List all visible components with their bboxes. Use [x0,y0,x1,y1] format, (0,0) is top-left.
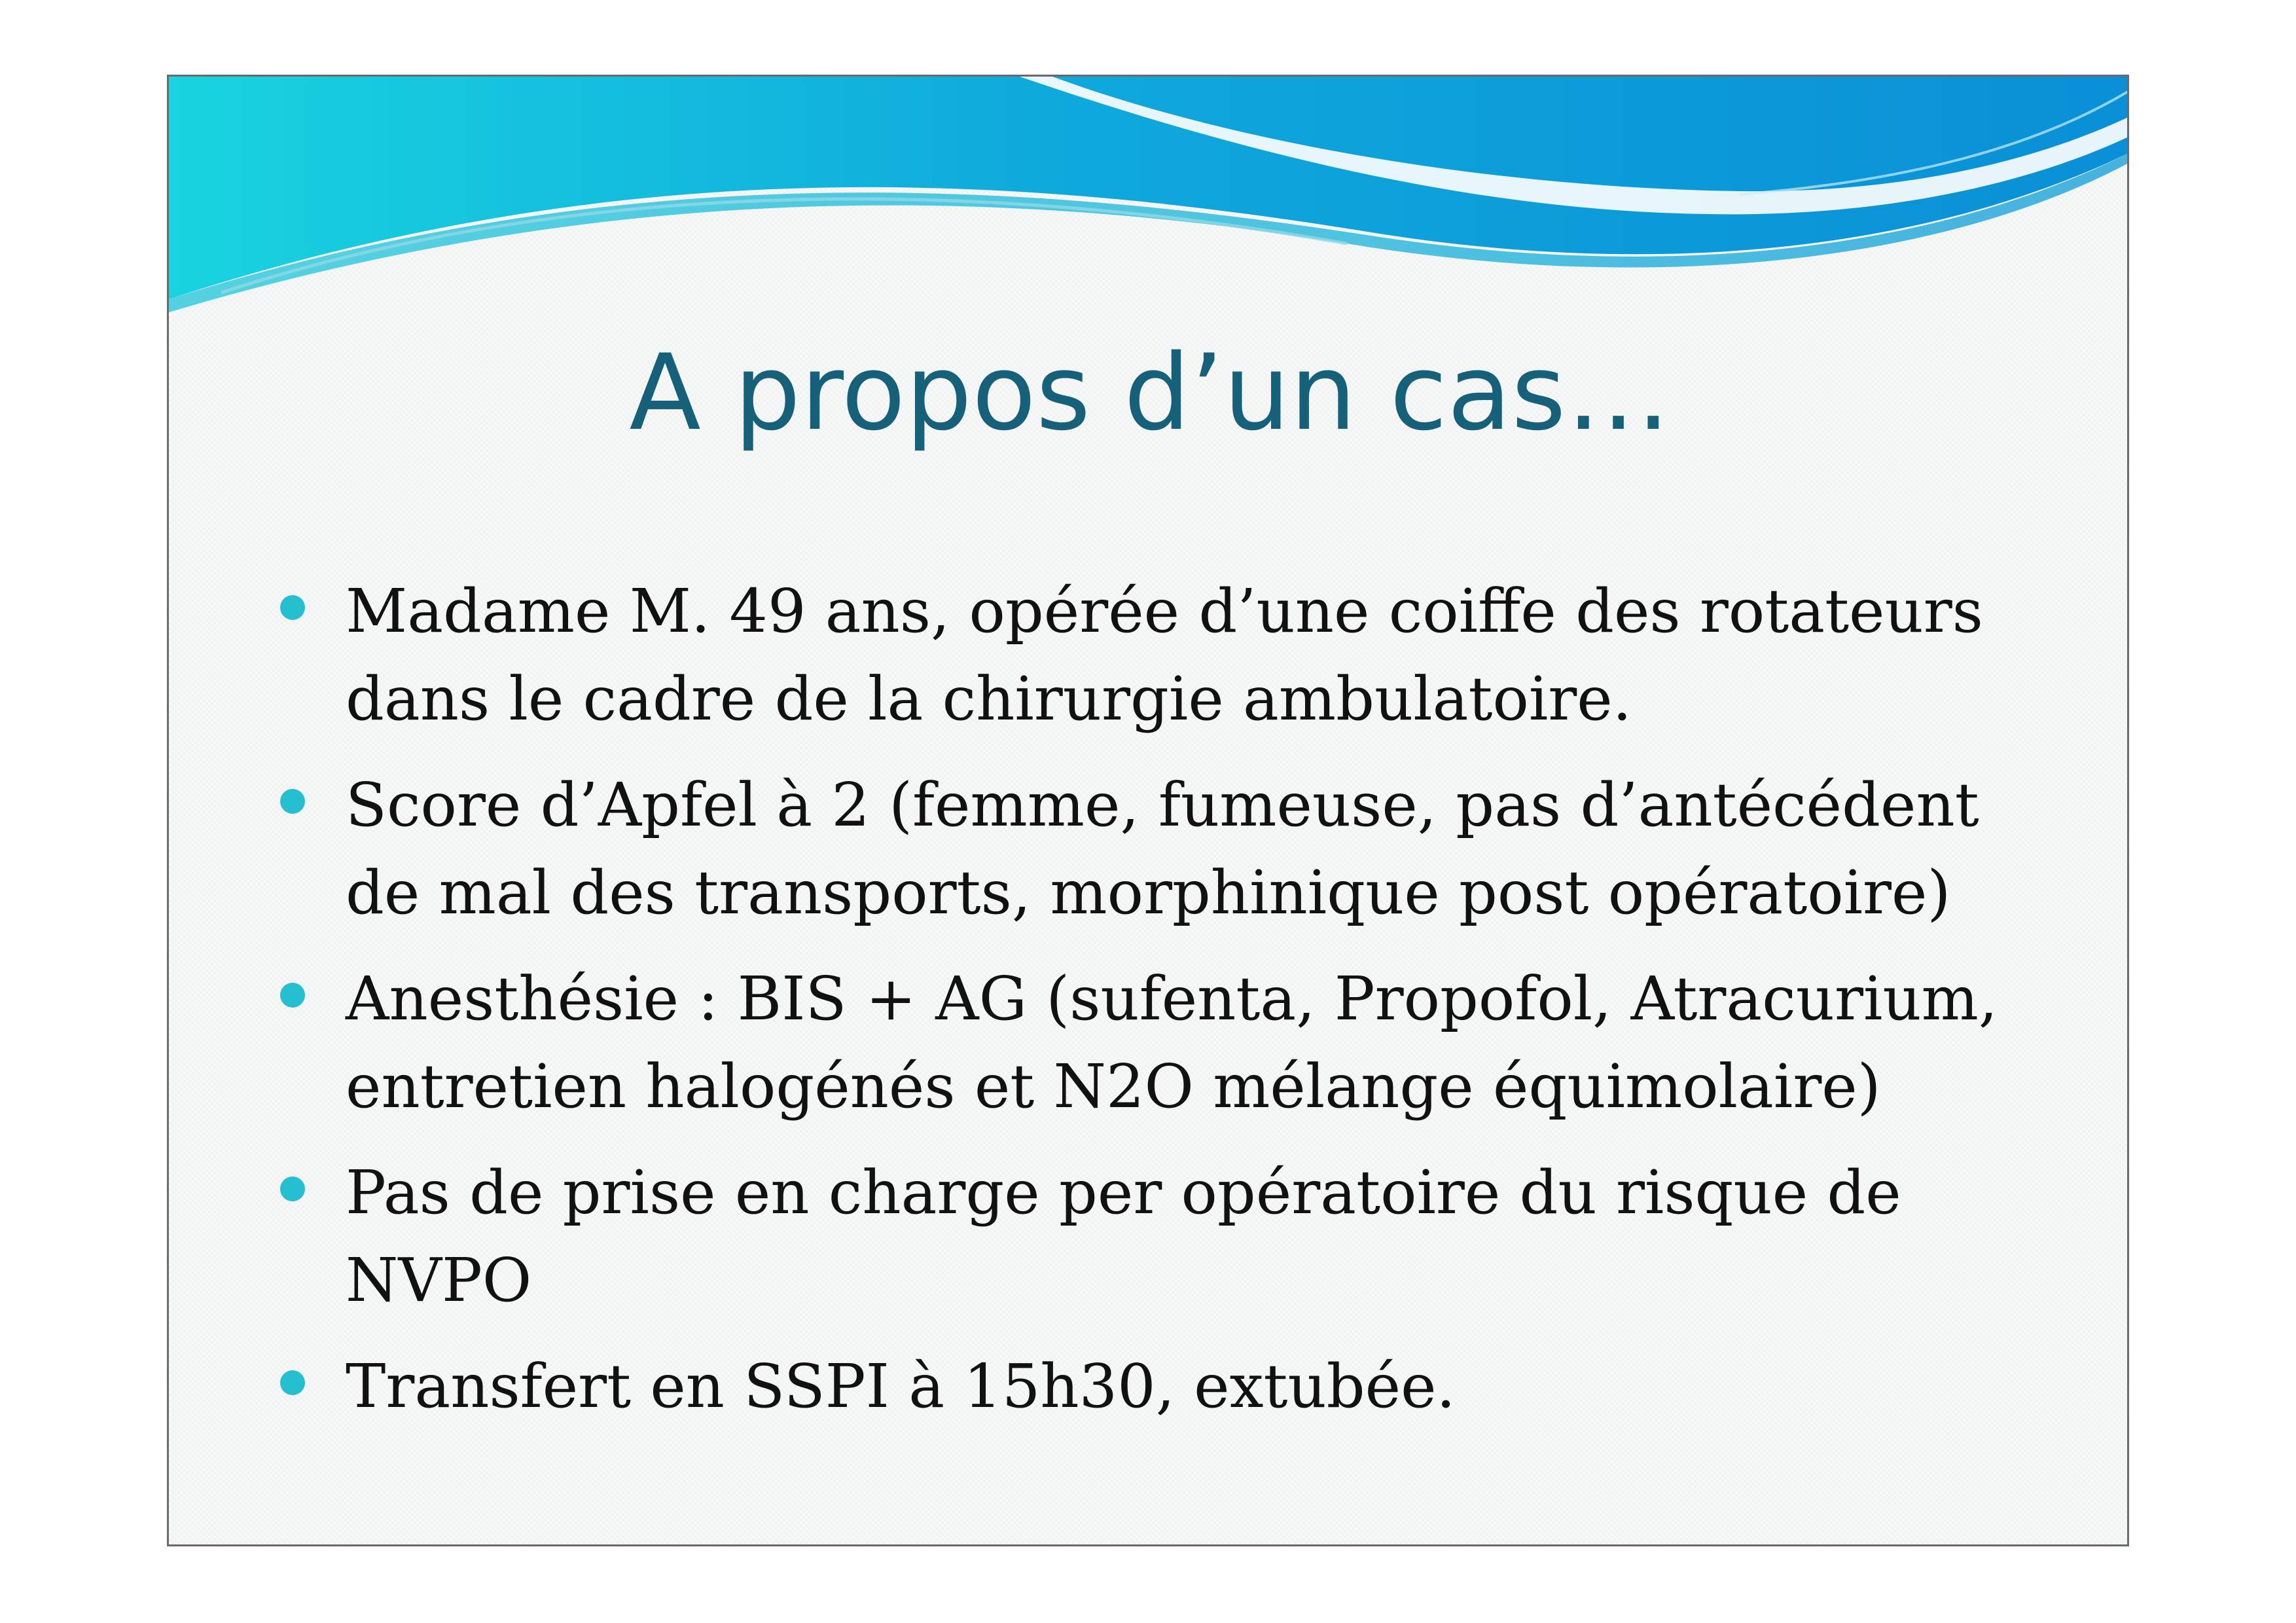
bullet-dot-icon [280,1176,305,1201]
bullet-dot-icon [280,789,305,814]
bullet-text-line: Score d’Apfel à 2 (femme, fumeuse, pas d’antécédent [346,770,1979,840]
bullet-item [280,955,2087,1131]
bullet-dot-icon [280,595,305,620]
header-wave-decoration [169,77,2129,312]
bullet-item [280,1343,2087,1431]
bullet-text-line: Pas de prise en charge per opératoire du risque de [346,1158,1901,1228]
slide [167,75,2129,1546]
bullet-text-line: Anesthésie : BIS + AG (sufenta, Propofol, Atracurium, [346,964,1998,1034]
bullet-item [280,568,2087,743]
bullet-dot-icon [280,1370,305,1395]
bullet-text-line: Madame M. 49 ans, opérée d’une coiffe des rotateurs [346,576,1983,646]
bullet-text-line: de mal des transports, morphinique post opératoire) [346,858,1951,928]
bullet-dot-icon [280,983,305,1008]
bullet-item [280,761,2087,937]
slide-title: A propos d’un cas… [629,331,1671,454]
bullet-text-line: Transfert en SSPI à 15h30, extubée. [346,1351,1456,1421]
bullet-text-line: dans le cadre de la chirurgie ambulatoire. [346,664,1632,734]
bullet-item [280,1149,2087,1324]
bullet-text-line: NVPO [346,1245,532,1315]
bullet-text-line: entretien halogénés et N2O mélange équimolaire) [346,1051,1881,1122]
bullet-list [280,568,2087,1449]
